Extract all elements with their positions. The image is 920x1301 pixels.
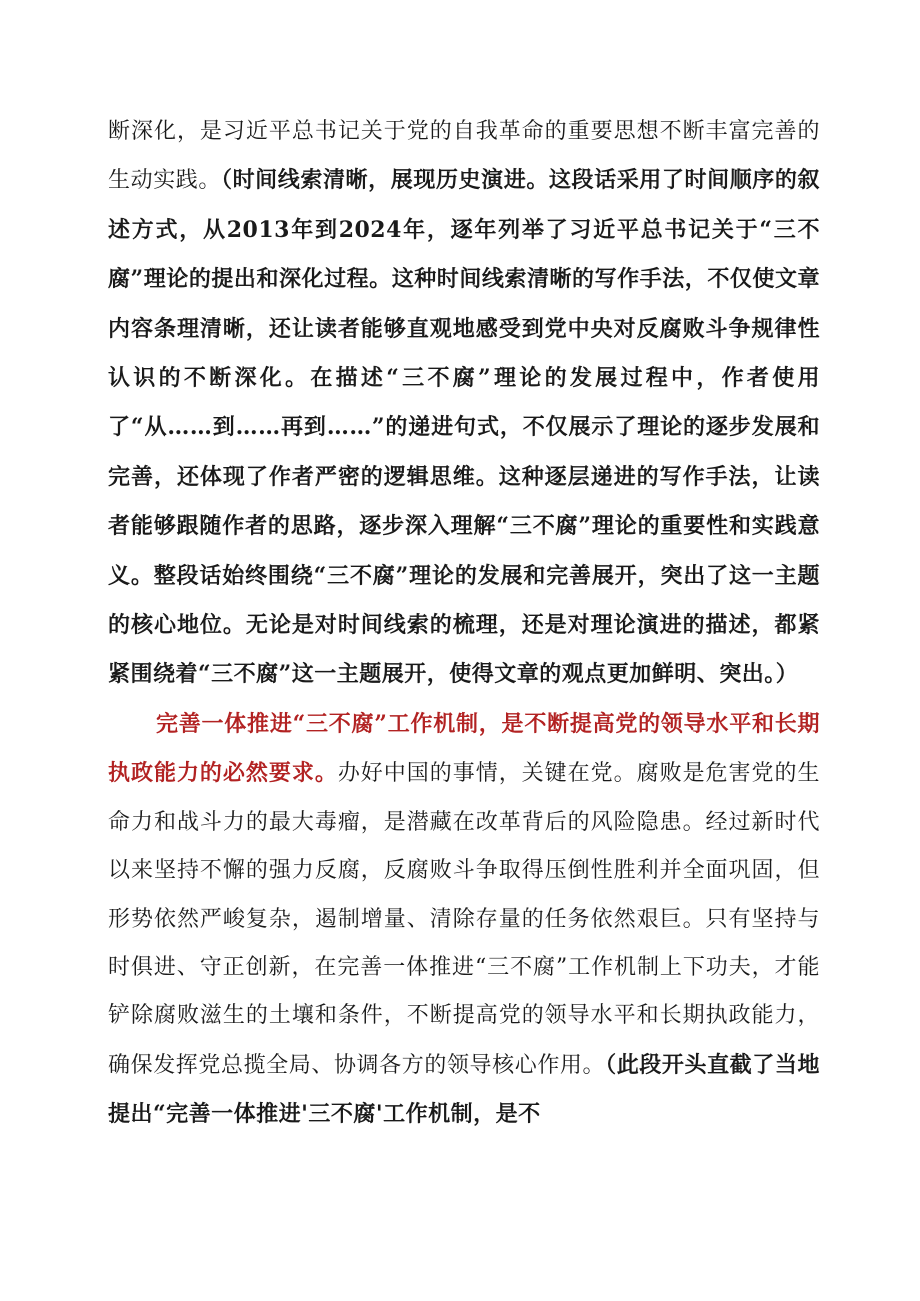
- analysis-comment: （时间线索清晰，展现历史演进。这段话采用了时间顺序的叙述方式，从2013年到2024年，逐年列举了习近平总书记关于“三不腐”理论的提出和深化过程。这种时间线索清晰的写作手法，不仅使文章内容条理清晰，还让读者能够直观地感受到党中央对反腐败斗争规律性认识的不断深化。在描述“三不腐”理论的发展过程中，作者使用了“从……到……再到……”的递进句式，不仅展示了理论的逐步发展和完善，还体现了作者严密的逻辑思维。这种逐层递进的写作手法，让读者能够跟随作者的思路，逐步深入理解“三不腐”理论的重要性和实践意义。整段话始终围绕“三不腐”理论的发展和完善展开，突出了这一主题的核心地位。无论是对时间线索的梳理，还是对理论演进的描述，都紧紧围绕着“三不腐”这一主题展开，使得文章的观点更加鲜明、突出。）: [108, 167, 820, 688]
- analysis-comment: （此段开头直截了当地提出“完善一体推进'三不腐'工作机制，是不: [108, 1051, 820, 1128]
- paragraph-analysis-continued: [108, 108, 820, 700]
- section-heading-red: 完善一体推进“三不腐”工作机制，是不断提高党的领导水平和长期执政能力的必然要求。: [108, 710, 820, 787]
- document-body: [108, 108, 820, 1140]
- paragraph-body-text: 办好中国的事情，关键在党。腐败是危害党的生命力和战斗力的最大毒瘤，是潜藏在改革背后的风险隐患。经过新时代以来坚持不懈的强力反腐，反腐败斗争取得压倒性胜利并全面巩固，但形势依然严峻复杂，遏制增量、清除存量的任务依然艰巨。只有坚持与时俱进、守正创新，在完善一体推进“三不腐”工作机制上下功夫，才能铲除腐败滋生的土壤和条件，不断提高党的领导水平和长期执政能力，确保发挥党总揽全局、协调各方的领导核心作用。: [108, 761, 820, 1078]
- paragraph-body-text: 断深化，是习近平总书记关于党的自我革命的重要思想不断丰富完善的生动实践。: [108, 119, 820, 194]
- paragraph-mechanism: [108, 700, 820, 1140]
